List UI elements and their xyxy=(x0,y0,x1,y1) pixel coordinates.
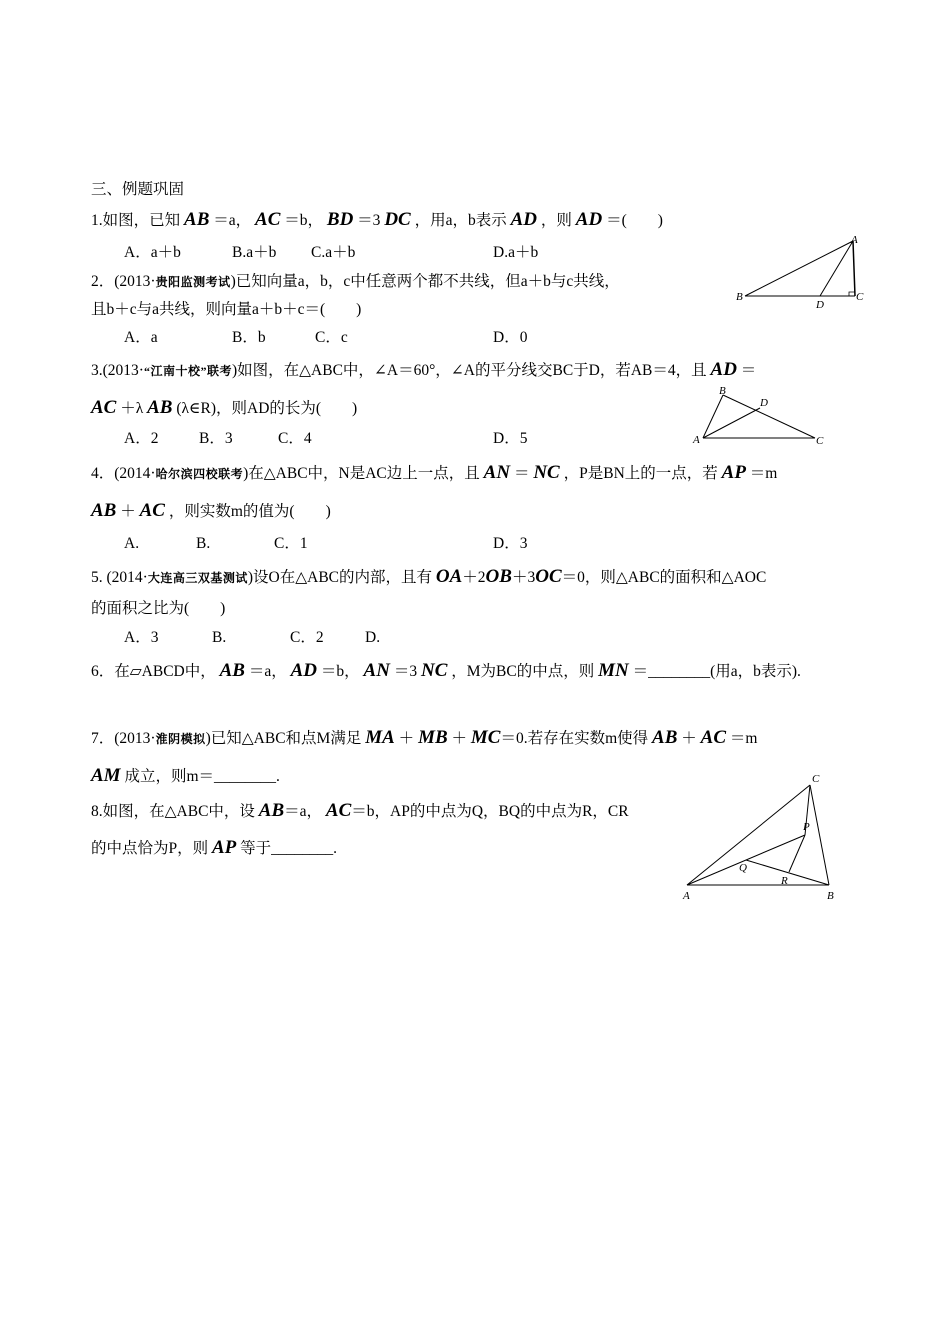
q6-eq-b: ＝b， xyxy=(320,663,360,680)
q3-option-c: C．4 xyxy=(278,430,312,447)
q2-source: 贵阳监测考试 xyxy=(155,275,231,289)
q3-line2: (λ∈R)，则AD的长为( ) xyxy=(176,400,358,417)
fig3-label-b: B xyxy=(827,890,834,902)
fig2-label-d: D xyxy=(760,397,768,409)
question-5-line-1 xyxy=(91,567,766,588)
vector-ab: AB xyxy=(184,209,210,230)
q3-prefix: 3.(2013· xyxy=(91,362,144,379)
q3-option-a: A．2 xyxy=(124,430,159,447)
vector-oa: OA xyxy=(435,566,463,587)
q6-eq-a: ＝a， xyxy=(248,663,287,680)
fig2-label-c: C xyxy=(816,435,824,447)
q7-plus1: ＋ xyxy=(398,730,415,747)
q5-option-b: B. xyxy=(212,629,227,646)
q2-option-c: C．c xyxy=(315,329,348,346)
fig3-label-p: P xyxy=(803,821,810,833)
q8-line2a: 的中点恰为P，则 xyxy=(91,840,209,857)
vector-bd: BD xyxy=(326,209,354,230)
vector-ad: AD xyxy=(710,359,737,380)
fig1-label-c: C xyxy=(856,291,864,303)
q8-eq-a: ＝a， xyxy=(284,803,323,820)
vector-mc: MC xyxy=(470,727,501,748)
q3-plus-lambda: ＋λ xyxy=(120,400,144,417)
q4-eq-m: ＝m xyxy=(749,465,778,482)
fig3-label-c: C xyxy=(812,773,820,785)
question-3-line-1 xyxy=(91,360,756,381)
vector-am: AM xyxy=(91,765,121,786)
q4-line1a: )在△ABC中，N是AC边上一点，且 xyxy=(243,465,480,482)
q4-eq: ＝ xyxy=(513,465,530,482)
q1-prefix: 1.如图，已知 xyxy=(91,212,181,229)
q5-option-a: A．3 xyxy=(124,629,159,646)
vector-ad: AD xyxy=(290,660,318,681)
question-7-line-2 xyxy=(91,766,280,787)
q2-option-a: A．a xyxy=(124,329,158,346)
q4-option-b: B. xyxy=(196,535,211,552)
q1-option-a: A．a＋b xyxy=(124,244,181,261)
q5-source: 大连高三双基测试 xyxy=(147,571,248,585)
vector-ob: OB xyxy=(485,566,512,587)
q1-eq-3: ＝3 xyxy=(357,212,381,229)
q4-prefix: 4．(2014· xyxy=(91,465,156,482)
vector-ab: AB xyxy=(147,397,173,418)
q5-line1b: ＝0，则△ABC的面积和△AOC xyxy=(561,569,767,586)
q1-mid: ，用a，b表示 xyxy=(414,212,507,229)
vector-ac: AC xyxy=(700,727,727,748)
question-8-line-1 xyxy=(91,801,629,822)
q7-eq-m: ＝m xyxy=(729,730,758,747)
q6-tail: ＝________(用a，b表示). xyxy=(632,663,801,680)
fig1-label-a: A xyxy=(851,234,858,246)
vector-mb: MB xyxy=(418,727,448,748)
question-7-line-1 xyxy=(91,728,757,749)
vector-ac: AC xyxy=(325,800,352,821)
q2-option-b: B．b xyxy=(232,329,266,346)
vector-ad: AD xyxy=(510,209,538,230)
vector-mn: MN xyxy=(598,660,629,681)
q6-prefix: 6．在▱ABCD中， xyxy=(91,663,216,680)
figure-1-triangle xyxy=(735,233,865,313)
vector-dc: DC xyxy=(384,209,411,230)
q7-line1b: ＝0.若存在实数m使得 xyxy=(500,730,649,747)
vector-nc: NC xyxy=(420,660,448,681)
question-2-line-2: 且b＋c与a共线，则向量a＋b＋c＝( ) xyxy=(91,301,362,318)
q7-plus3: ＋ xyxy=(681,730,697,747)
fig2-label-b: B xyxy=(719,385,726,397)
q6-mid: ，M为BC的中点，则 xyxy=(451,663,595,680)
q7-source: 淮阴模拟 xyxy=(155,732,206,746)
q3-eq: ＝ xyxy=(740,362,757,379)
q8-line2b: 等于________. xyxy=(240,840,338,857)
q5-plus2: ＋2 xyxy=(462,569,486,586)
figure-3-triangle xyxy=(675,768,845,908)
question-5-line-2: 的面积之比为( ) xyxy=(91,600,226,617)
section-title: 三、例题巩固 xyxy=(91,181,185,198)
vector-ab: AB xyxy=(91,500,117,521)
q5-option-d: D. xyxy=(365,629,381,646)
q4-line1b: ，P是BN上的一点，若 xyxy=(563,465,718,482)
vector-ac: AC xyxy=(139,500,165,521)
vector-ab: AB xyxy=(219,660,245,681)
q1-tail: ＝( ) xyxy=(606,212,663,229)
q5-option-c: C．2 xyxy=(290,629,324,646)
vector-ac: AC xyxy=(255,209,281,230)
q7-plus2: ＋ xyxy=(451,730,468,747)
q4-source: 哈尔滨四校联考 xyxy=(155,467,244,481)
q6-eq-3: ＝3 xyxy=(393,663,418,680)
vector-ac: AC xyxy=(91,397,117,418)
q5-plus3: ＋3 xyxy=(511,569,536,586)
question-4-line-2 xyxy=(91,501,331,522)
vector-ap: AP xyxy=(212,837,237,858)
vector-ab: AB xyxy=(258,800,285,821)
q7-line2: 成立，则m＝________. xyxy=(124,768,280,785)
question-8-line-2 xyxy=(91,838,337,859)
vector-nc: NC xyxy=(533,462,560,483)
fig1-label-d: D xyxy=(816,299,824,311)
question-6 xyxy=(91,661,801,682)
q8-line1b: ＝b，AP的中点为Q，BQ的中点为R，CR xyxy=(351,803,629,820)
vector-oc: OC xyxy=(535,566,562,587)
vector-ad: AD xyxy=(575,209,603,230)
vector-ap: AP xyxy=(721,462,746,483)
q4-option-d: D．3 xyxy=(493,535,528,552)
q8-prefix: 8.如图，在△ABC中，设 xyxy=(91,803,255,820)
vector-ma: MA xyxy=(365,727,395,748)
fig3-label-q: Q xyxy=(739,862,747,874)
q1-eq-b: ＝b， xyxy=(284,212,324,229)
q4-plus: ＋ xyxy=(120,503,136,520)
q7-line1a: )已知△ABC和点M满足 xyxy=(205,730,362,747)
q4-option-a: A. xyxy=(124,535,140,552)
q1-option-d: D.a＋b xyxy=(493,244,539,261)
q2-option-d: D．0 xyxy=(493,329,528,346)
q7-prefix: 7．(2013· xyxy=(91,730,156,747)
q1-option-c: C.a＋b xyxy=(311,244,356,261)
figure-2-triangle xyxy=(690,382,830,448)
fig1-label-b: B xyxy=(736,291,743,303)
question-1 xyxy=(91,210,663,231)
q5-line1a: )设O在△ABC的内部，且有 xyxy=(247,569,432,586)
question-2-line-1 xyxy=(91,272,620,292)
fig2-label-a: A xyxy=(693,434,700,446)
vector-an: AN xyxy=(483,462,511,483)
q3-option-b: B．3 xyxy=(199,430,233,447)
question-3-line-2 xyxy=(91,398,357,419)
q1-eq-a: ＝a， xyxy=(213,212,252,229)
q3-source: “江南十校”联考 xyxy=(143,364,232,378)
q2-prefix: 2．(2013· xyxy=(91,273,156,290)
q1-option-b: B.a＋b xyxy=(232,244,277,261)
fig3-label-a: A xyxy=(683,890,690,902)
q3-option-d: D．5 xyxy=(493,430,528,447)
q3-line1: )如图，在△ABC中，∠A＝60°，∠A的平分线交BC于D，若AB＝4，且 xyxy=(231,362,707,379)
q2-line1: )已知向量a，b，c中任意两个都不共线，但a＋b与c共线， xyxy=(230,273,620,290)
vector-an: AN xyxy=(363,660,390,681)
question-4-line-1 xyxy=(91,463,777,484)
fig3-label-r: R xyxy=(781,875,788,887)
q4-line2: ，则实数m的值为( ) xyxy=(168,503,331,520)
q1-mid2: ，则 xyxy=(540,212,572,229)
q5-prefix: 5. (2014· xyxy=(91,569,148,586)
q4-option-c: C．1 xyxy=(274,535,308,552)
vector-ab: AB xyxy=(652,727,678,748)
